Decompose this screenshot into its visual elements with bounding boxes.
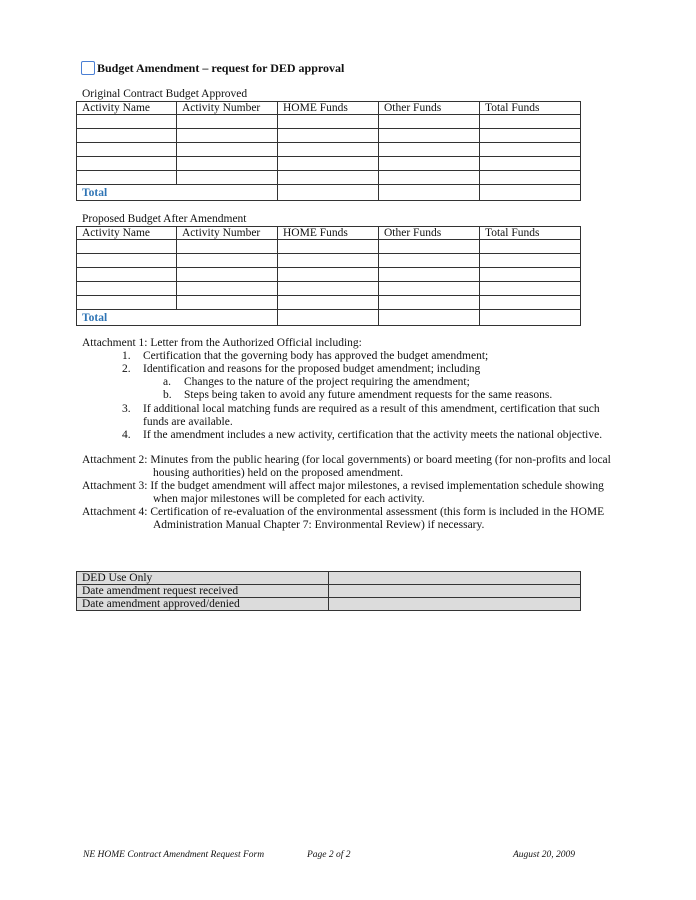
table-cell[interactable] [480,171,581,185]
table-cell[interactable] [77,157,177,171]
table-cell[interactable] [77,268,177,282]
table-cell[interactable] [480,240,581,254]
table-cell[interactable] [278,171,379,185]
table-row [77,585,581,598]
table-cell[interactable] [77,240,177,254]
column-header: Activity Number [177,102,278,115]
attachment-2 [82,454,611,480]
table-cell[interactable] [77,254,177,268]
table-cell[interactable] [278,157,379,171]
attachment-4-line-1: Attachment 4: Certification of re-evaluation of the environmental assessment (this form is included in the HOME [82,506,605,518]
table-cell[interactable] [480,157,581,171]
ded-value-cell[interactable] [329,572,581,585]
attachment-3 [82,480,604,506]
table-cell[interactable] [177,143,278,157]
table-cell[interactable] [77,282,177,296]
list-item-text: Certification that the governing body has approved the budget amendment; [143,350,489,362]
table-row [77,268,581,282]
total-row [77,185,581,201]
table-header-row [77,227,581,240]
table-cell[interactable] [177,296,278,310]
ded-value-cell[interactable] [329,598,581,611]
table-cell[interactable] [278,129,379,143]
table-cell[interactable] [278,282,379,296]
total-other-funds[interactable] [379,185,480,201]
column-header: Activity Name [77,227,177,240]
footer-date: August 20, 2009 [513,850,576,860]
table-cell[interactable] [77,296,177,310]
attachment-3-line-2: when major milestones will be completed for each activity. [153,493,425,505]
table-cell[interactable] [480,143,581,157]
sublist-letter: b. [163,389,172,401]
footer-form-name: NE HOME Contract Amendment Request Form [83,850,265,860]
section-heading: Budget Amendment – request for DED approval [97,61,345,75]
table-cell[interactable] [379,171,480,185]
original-budget-caption: Original Contract Budget Approved [82,88,248,100]
table-cell[interactable] [480,254,581,268]
table-cell[interactable] [177,282,278,296]
table-cell[interactable] [278,240,379,254]
ded-value-cell[interactable] [329,585,581,598]
attachment-2-line-1: Attachment 2: Minutes from the public hearing (for local governments) or board meeting (for non-profits and local [82,454,611,466]
table-cell[interactable] [77,171,177,185]
original-budget-table [76,101,581,201]
list-number: 2. [122,363,131,375]
table-cell[interactable] [379,129,480,143]
table-cell[interactable] [379,296,480,310]
total-other-funds[interactable] [379,310,480,326]
table-cell[interactable] [177,157,278,171]
sublist-item-text: Changes to the nature of the project requiring the amendment; [184,376,470,388]
proposed-budget-caption: Proposed Budget After Amendment [82,213,247,225]
column-header: Activity Name [77,102,177,115]
total-home-funds[interactable] [278,310,379,326]
table-header-row [77,102,581,115]
table-row [77,282,581,296]
table-row [77,115,581,129]
table-cell[interactable] [379,115,480,129]
budget-amendment-checkbox[interactable] [81,61,95,75]
table-cell[interactable] [379,143,480,157]
table-cell[interactable] [278,143,379,157]
sublist-letter: a. [163,376,171,388]
total-label: Total [77,185,278,201]
table-cell[interactable] [480,115,581,129]
column-header: Other Funds [379,227,480,240]
attachment-1-intro: Attachment 1: Letter from the Authorized Official including: [82,337,362,349]
sublist-item-text: Steps being taken to avoid any future amendment requests for the same reasons. [184,389,553,401]
table-cell[interactable] [379,282,480,296]
table-cell[interactable] [480,268,581,282]
table-cell[interactable] [379,268,480,282]
total-total-funds[interactable] [480,185,581,201]
table-cell[interactable] [278,254,379,268]
table-cell[interactable] [278,296,379,310]
list-number: 4. [122,429,131,441]
list-item-text: Identification and reasons for the proposed budget amendment; including [143,363,481,375]
table-row [77,254,581,268]
attachment-2-line-2: housing authorities) held on the proposed amendment. [153,467,404,479]
attachment-3-line-1: Attachment 3: If the budget amendment will affect major milestones, a revised implementation schedule showing [82,480,604,492]
table-row [77,598,581,611]
table-cell[interactable] [77,143,177,157]
table-cell[interactable] [177,254,278,268]
total-label: Total [77,310,278,326]
list-item-text: If additional local matching funds are required as a result of this amendment, certification that such funds are available. [143,403,600,428]
list-number: 1. [122,350,131,362]
column-header: Total Funds [480,102,581,115]
table-cell[interactable] [177,129,278,143]
table-cell[interactable] [278,268,379,282]
column-header: Other Funds [379,102,480,115]
table-cell[interactable] [77,115,177,129]
table-cell[interactable] [379,240,480,254]
table-cell[interactable] [379,254,480,268]
table-cell[interactable] [278,115,379,129]
ded-row-label: Date amendment request received [77,585,329,598]
total-total-funds[interactable] [480,310,581,326]
table-row [77,572,581,585]
list-item-text: If the amendment includes a new activity, certification that the activity meets the national objective. [143,429,603,441]
footer-page-number: Page 2 of 2 [307,850,351,860]
table-cell[interactable] [379,157,480,171]
table-row [77,171,581,185]
column-header: HOME Funds [278,227,379,240]
attachment-4-line-2: Administration Manual Chapter 7: Environmental Review) if necessary. [153,519,485,531]
total-row [77,310,581,326]
table-cell[interactable] [480,282,581,296]
column-header: Total Funds [480,227,581,240]
table-cell[interactable] [480,296,581,310]
table-row [77,296,581,310]
table-row [77,157,581,171]
table-row [77,143,581,157]
column-header: Activity Number [177,227,278,240]
table-cell[interactable] [177,268,278,282]
attachment-4 [82,506,604,532]
table-cell[interactable] [177,240,278,254]
ded-row-label: Date amendment approved/denied [77,598,329,611]
ded-row-label: DED Use Only [77,572,329,585]
table-row [77,240,581,254]
table-cell[interactable] [177,171,278,185]
table-cell[interactable] [177,115,278,129]
proposed-budget-table [76,226,581,326]
table-row [77,129,581,143]
total-home-funds[interactable] [278,185,379,201]
list-number: 3. [122,403,131,415]
table-cell[interactable] [77,129,177,143]
ded-use-table [76,571,581,611]
table-cell[interactable] [480,129,581,143]
column-header: HOME Funds [278,102,379,115]
